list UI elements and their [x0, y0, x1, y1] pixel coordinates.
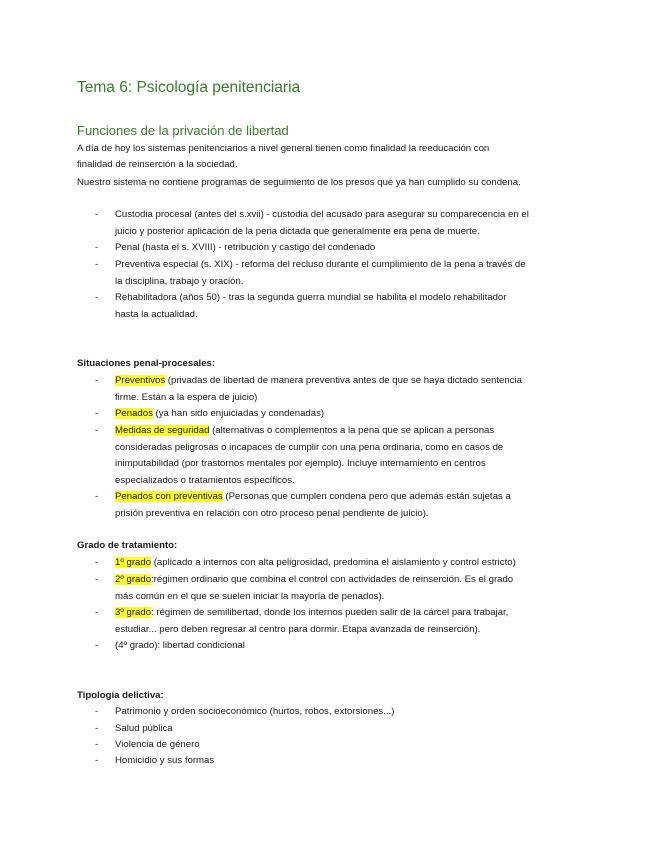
list-item-text: : régimen de semilibertad, donde los internos pueden salir de la cárcel para trabajar, — [151, 607, 509, 618]
bullet-dash: - — [95, 706, 99, 717]
bullet-dash: - — [95, 739, 99, 750]
page-title: Tema 6: Psicología penitenciaria — [77, 79, 301, 96]
bullet-dash: - — [95, 557, 99, 568]
highlighted-term: Penados con preventivas — [115, 491, 223, 502]
list-item-text: (aplicado a internos con alta peligrosidad, predomina el aislamiento y control estricto) — [151, 557, 516, 568]
bullet-dash: - — [95, 607, 99, 618]
bullet-dash: - — [95, 755, 99, 766]
highlighted-term: 1º grado — [115, 557, 152, 568]
list-item-text: (Personas que cumplen condena pero que además están sujetas a — [222, 491, 511, 502]
list-item-text: inimputabilidad (por trastornos mentales por ejemplo). Incluye internamiento en centros — [115, 458, 486, 469]
list-item-text: Patrimonio y orden socioeconómico (hurtos, robos, extorsiones...) — [115, 706, 395, 717]
list-item-text: hasta la actualidad. — [115, 308, 198, 320]
bullet-dash: - — [95, 425, 99, 436]
list-item-text: Rehabilitadora (años 50) - tras la segunda guerra mundial se habilita el modelo rehabilitador — [115, 292, 507, 303]
list-item-text: consideradas peligrosas o incapaces de cumplir con una pena ordinaria, como en casos de — [115, 441, 504, 453]
list-item-text: Violencia de género — [115, 739, 200, 750]
paragraph-line: Nuestro sistema no contiene programas de seguimiento de los presos que ya han cumplido su condena. — [77, 177, 521, 188]
bullet-dash: - — [95, 375, 99, 386]
list-item-text: (privadas de libertad de manera preventiva antes de que se haya dictado sentencia — [165, 375, 522, 386]
list-item-text: Preventiva especial (s. XIX) - reforma del recluso durante el cumplimiento de la pena a través de — [115, 259, 526, 270]
bullet-dash: - — [95, 259, 99, 270]
list-item-text: Homicidio y sus formas — [115, 755, 215, 766]
highlighted-term: Preventivos — [115, 375, 166, 386]
bullet-dash: - — [95, 574, 99, 585]
list-item-text: estudiar... pero deben regresar al centro para dormir. Etapa avanzada de reinserción). — [115, 623, 481, 635]
paragraph-line: finalidad de reinserción a la sociedad. — [77, 159, 238, 170]
list-item-text: la disciplina, trabajo y oración. — [115, 275, 244, 287]
bullet-dash: - — [95, 640, 99, 651]
list-item-text: más común en el que se suelen iniciar la mayoría de penados). — [115, 590, 385, 602]
list-item-text: juicio y posterior aplicación de la pena dictada que generalmente era pena de muerte. — [115, 225, 480, 237]
bullet-dash: - — [95, 408, 99, 419]
section-heading-situaciones: Situaciones penal-procesales: — [77, 358, 216, 369]
list-item-text: Custodia procesal (antes del s.xvii) - custodia del acusado para asegurar su comparecencia en el — [115, 209, 529, 220]
list-item-text: especializados o tratamientos específicos. — [115, 474, 295, 486]
bullet-dash: - — [95, 723, 99, 734]
list-item-text: (ya han sido enjuiciadas y condenadas) — [152, 408, 325, 419]
list-item-text: Penal (hasta el s. XVIII) - retribución y castigo del condenado — [115, 242, 376, 253]
bullet-dash: - — [95, 209, 99, 220]
bullet-dash: - — [95, 242, 99, 253]
bullet-dash: - — [95, 292, 99, 303]
paragraph-line: A día de hoy los sistemas penitenciarios a nivel general tienen como finalidad la reeducación con — [77, 143, 490, 154]
highlighted-term: Penados — [115, 408, 153, 419]
section-heading-grado: Grado de tratamiento: — [77, 540, 178, 551]
list-item-text: firme. Están a la espera de juicio) — [115, 391, 258, 403]
section-heading-tipologia: Tipología delictiva: — [77, 690, 164, 701]
bullet-dash: - — [95, 491, 99, 502]
list-item-text: :régimen ordinario que combina el control con actividades de reinserción. Es el grado — [151, 574, 514, 585]
section-heading-funciones: Funciones de la privación de libertad — [77, 123, 289, 138]
highlighted-term: Medidas de seguridad — [115, 425, 210, 436]
highlighted-term: 3º grado — [115, 607, 152, 618]
list-item-text: Salud pública — [115, 723, 173, 734]
list-item-text: (alternativas o complementos a la pena que se aplican a personas — [209, 425, 495, 436]
highlighted-term: 2º grado — [115, 574, 152, 585]
list-item-text: (4º grado): libertad condicional — [115, 640, 245, 651]
list-item-text: prisión preventiva en relación con otro proceso penal pendiente de juicio). — [115, 507, 429, 519]
